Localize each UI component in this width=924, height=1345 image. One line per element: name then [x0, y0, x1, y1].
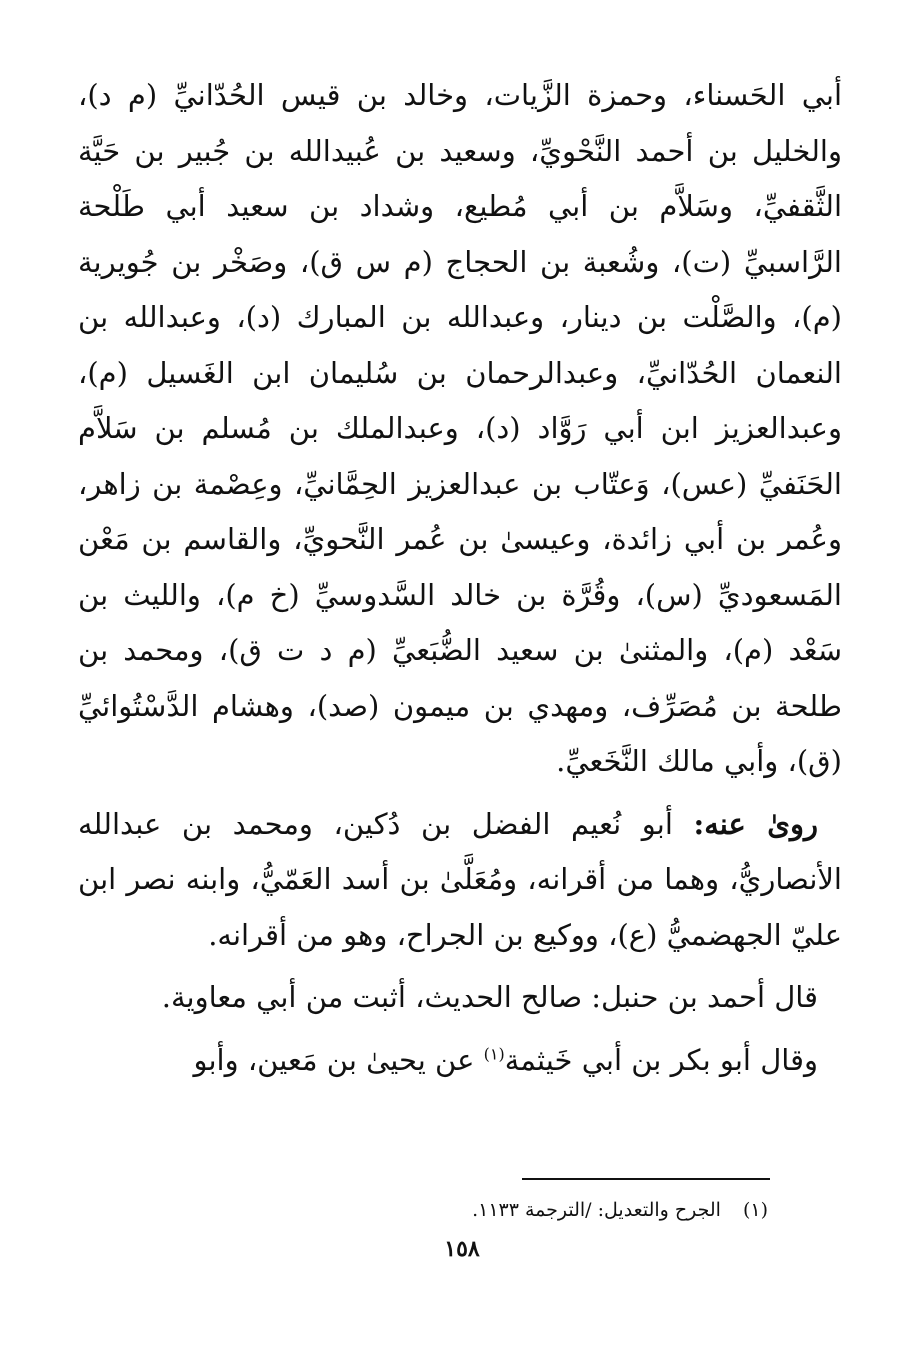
footnote-reference[interactable]: (١): [483, 1043, 505, 1063]
footnote-separator: [522, 1178, 770, 1180]
page-number: ١٥٨: [444, 1236, 480, 1262]
paragraph-transmitted-from-him: [78, 797, 842, 964]
paragraph-abu-bakr-report: [78, 1033, 842, 1089]
footnote: [472, 1195, 768, 1225]
paragraph-text-after: عن يحيىٰ بن مَعين، وأبو: [193, 1042, 484, 1077]
paragraph-text-before: وقال أبو بكر بن أبي خَيثمة: [504, 1042, 818, 1077]
paragraph-text: قال أحمد بن حنبل: صالح الحديث، أثبت من أبي معاوية.: [161, 980, 818, 1014]
paragraph-text: أبو نُعيم الفضل بن دُكين، ومحمد بن عبدالله الأنصاريُّ، وهما من أقرانه، ومُعَلَّىٰ بن أسد العَمّيُّ، وابنه نصر ابن عليّ الجهضميُّ (ع)، ووكيع بن الجراح، وهو من أقرانه.: [78, 806, 842, 952]
paragraph-lead: رویٰ عنه:: [693, 806, 818, 841]
main-text: [78, 68, 842, 1088]
paragraph-narrators-list: [78, 68, 842, 790]
footnote-number: (١): [742, 1199, 768, 1221]
paragraph-ahmad-opinion: [78, 970, 842, 1026]
paragraph-text: أبي الحَسناء، وحمزة الزَّيات، وخالد بن قيس الحُدّانيِّ (م د)، والخليل بن أحمد النَّحْويِّ، وسعيد بن عُبيدالله بن جُبير بن حَيَّة الثَّقفيِّ، وسَلاَّم بن أبي مُطيع، وشداد بن سعيد أبي طَلْحة الرَّاسبيِّ (ت)، وشُعبة بن الحجاج (م س ق)، وصَخْر بن جُويرية (م)، والصَّلْت بن دينار، وعبدالله بن المبارك (د)، وعبدالله بن النعمان الحُدّانيِّ، وعبدالرحمان بن سُليمان ابن الغَسيل (م)، وعبدالعزيز ابن أبي رَوَّاد (د)، وعبدالملك بن مُسلم بن سَلاَّم الحَنَفيِّ (عس)، وَعتّاب بن عبدالعزيز الحِمَّانيِّ، وعِصْمة بن زاهر، وعُمر بن أبي زائدة، وعيسىٰ بن عُمر النَّحويِّ، والقاسم بن مَعْن المَسعوديِّ (س)، وقُرَّة بن خالد السَّدوسيِّ (خ م)، والليث بن سَعْد (م)، والمثنىٰ بن سعيد الضُّبَعيِّ (م د ت ق)، ومحمد بن طلحة بن مُصَرِّف، ومهدي بن ميمون (صد)، وهشام الدَّسْتُوائيِّ (ق)، وأبي مالك النَّخَعيِّ.: [78, 78, 842, 778]
footnote-text: الجرح والتعديل: /الترجمة ١١٣٣.: [472, 1199, 721, 1221]
